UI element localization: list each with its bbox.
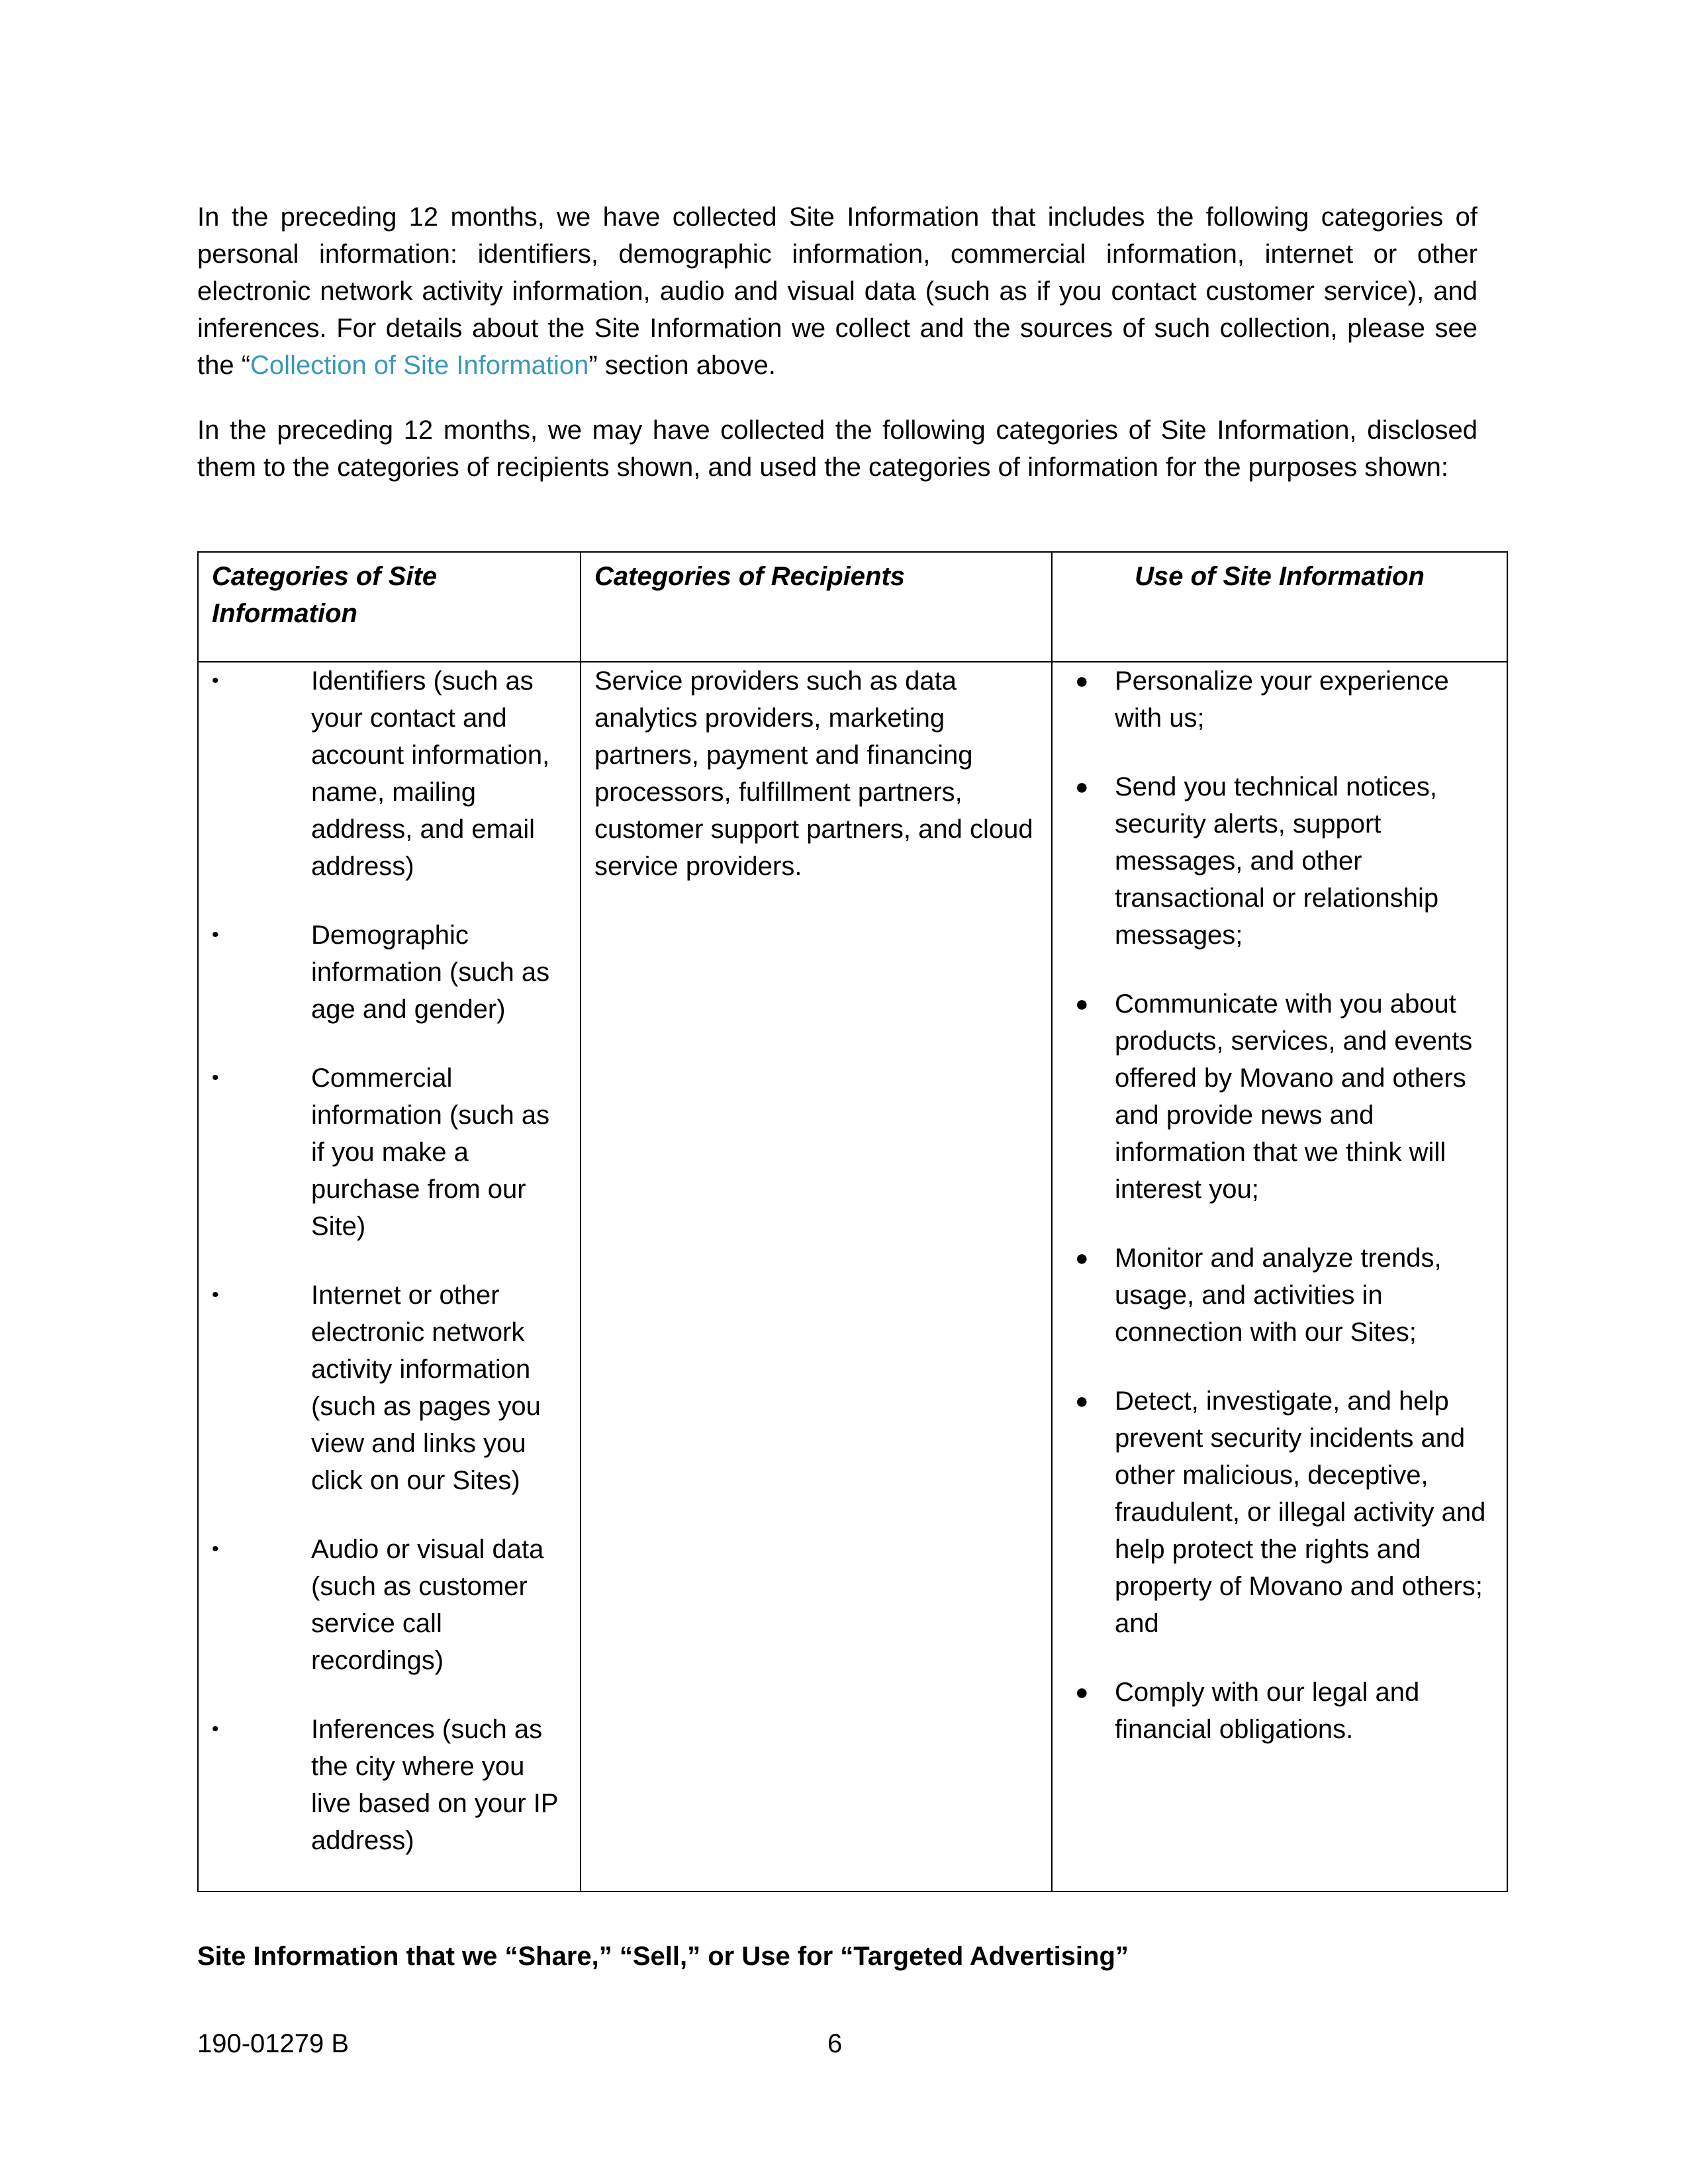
bullet-icon: ● bbox=[1075, 668, 1089, 694]
list-item bbox=[212, 917, 567, 1028]
list-item bbox=[1066, 768, 1493, 954]
list-item bbox=[1066, 662, 1493, 737]
bullet-icon: • bbox=[212, 924, 219, 946]
intro-text-end: ” section above. bbox=[588, 351, 776, 380]
list-item-text: Audio or visual data (such as customer service call recordings) bbox=[311, 1535, 544, 1675]
intro-text: In the preceding 12 months, we have collected Site Information that includes the following categories of personal information: identifiers, demographic information, commercial information, internet or other electronic network activity information, audio and visual data (such as if you contact customer service), and inferences. For details about the Site Information we collect and the sources of such collection, please see the “ bbox=[197, 203, 1477, 380]
list-item-text: Commercial information (such as if you make a purchase from our Site) bbox=[311, 1064, 550, 1241]
list-item-text: Personalize your experience with us; bbox=[1115, 666, 1449, 733]
site-information-table bbox=[197, 551, 1508, 1892]
list-item-text: Demographic information (such as age and gender) bbox=[311, 921, 550, 1024]
list-item-text: Detect, investigate, and help prevent security incidents and other malicious, deceptive, fraudulent, or illegal activity and help protect the rights and property of Movano and others; and bbox=[1115, 1387, 1486, 1638]
bullet-icon: ● bbox=[1075, 1388, 1089, 1414]
bullet-icon: ● bbox=[1075, 1680, 1089, 1705]
list-item-text: Send you technical notices, security alerts, support messages, and other transactional or relationship messages; bbox=[1115, 772, 1439, 950]
use-cell bbox=[1052, 662, 1507, 1891]
table-intro-text: In the preceding 12 months, we may have collected the following categories of Site Information, disclosed them to the categories of recipients shown, and used the categories of information for the purposes shown: bbox=[197, 416, 1477, 482]
list-item bbox=[212, 1711, 567, 1859]
recipients-cell bbox=[581, 662, 1052, 1891]
table-intro-paragraph bbox=[197, 412, 1477, 486]
list-item-text: Monitor and analyze trends, usage, and activities in connection with our Sites; bbox=[1115, 1244, 1442, 1347]
bullet-icon: ● bbox=[1075, 774, 1089, 799]
bullet-icon: • bbox=[212, 1067, 219, 1089]
categories-list bbox=[212, 662, 567, 1859]
header-categories: Categories of Site Information bbox=[198, 552, 581, 662]
bullet-icon: ● bbox=[1075, 1246, 1089, 1271]
table-header-row bbox=[198, 552, 1507, 662]
list-item-text: Comply with our legal and financial obligations. bbox=[1115, 1678, 1420, 1744]
list-item bbox=[1066, 1240, 1493, 1351]
header-recipients: Categories of Recipients bbox=[581, 552, 1052, 662]
list-item bbox=[1066, 985, 1493, 1208]
list-item-text: Identifiers (such as your contact and account information, name, mailing address, and email address) bbox=[311, 666, 550, 881]
page-number: 6 bbox=[827, 2029, 843, 2058]
bullet-icon: • bbox=[212, 670, 219, 692]
list-item bbox=[212, 1277, 567, 1499]
collection-of-site-information-link[interactable]: Collection of Site Information bbox=[250, 351, 589, 380]
bullet-icon: ● bbox=[1075, 991, 1089, 1017]
bullet-icon: • bbox=[212, 1538, 219, 1560]
categories-cell bbox=[198, 662, 581, 1891]
table-row bbox=[198, 662, 1507, 1891]
list-item bbox=[212, 1531, 567, 1679]
list-item-text: Inferences (such as the city where you live based on your IP address) bbox=[311, 1715, 558, 1855]
bullet-icon: • bbox=[212, 1718, 219, 1740]
list-item-text: Communicate with you about products, services, and events offered by Movano and others and provide news and information that we think will interest you; bbox=[1115, 989, 1473, 1204]
list-item bbox=[212, 1060, 567, 1245]
list-item bbox=[1066, 1383, 1493, 1642]
section-heading: Site Information that we “Share,” “Sell,” or Use for “Targeted Advertising” bbox=[197, 1942, 1129, 1971]
intro-paragraph bbox=[197, 199, 1477, 384]
use-list bbox=[1066, 662, 1493, 1748]
header-use: Use of Site Information bbox=[1052, 552, 1507, 662]
list-item bbox=[1066, 1674, 1493, 1748]
recipients-text: Service providers such as data analytics providers, marketing partners, payment and financing processors, fulfillment partners, customer support partners, and cloud service providers. bbox=[594, 666, 1033, 881]
bullet-icon: • bbox=[212, 1284, 219, 1306]
list-item-text: Internet or other electronic network activity information (such as pages you view and links you click on our Sites) bbox=[311, 1281, 541, 1495]
document-number: 190-01279 B bbox=[197, 2029, 350, 2058]
list-item bbox=[212, 662, 567, 885]
